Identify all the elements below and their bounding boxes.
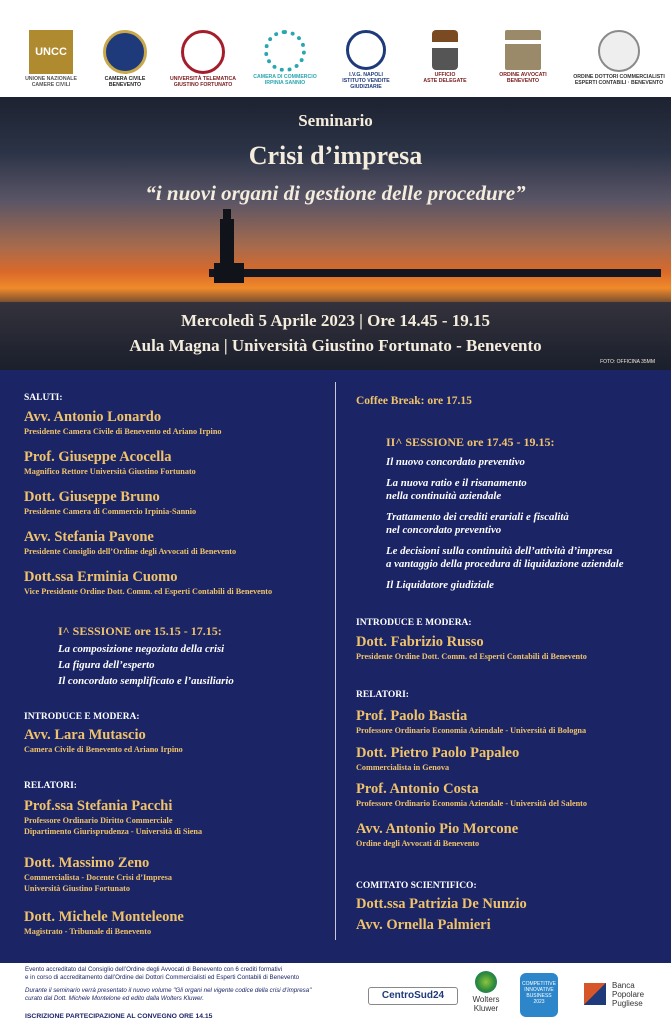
speaker-role: Presidente Camera di Commercio Irpinia-Sannio (24, 507, 197, 516)
session2-title: II^ SESSIONE ore 17.45 - 19.15: (386, 435, 555, 449)
speaker-role: Professore Ordinario Diritto Commerciale (24, 816, 173, 825)
speaker-role: Presidente Camera Civile di Benevento ed Ariano Irpino (24, 427, 222, 436)
speaker-name: Avv. Lara Mutascio (24, 727, 146, 743)
accreditation-note (25, 966, 299, 982)
speaker-name: Prof.ssa Stefania Pacchi (24, 798, 173, 814)
session1-topics (58, 643, 234, 688)
uncc-logo-caption: UNIONE NAZIONALE CAMERE CIVILI (25, 76, 77, 88)
session-topic: nella continuità aziendale (386, 490, 502, 502)
session-topic: Le decisioni sulla continuità dell’attività d’impresa (386, 545, 613, 557)
relatori-heading: RELATORI: (24, 781, 77, 791)
comitato-member: Dott.ssa Patrizia De Nunzio (356, 896, 527, 912)
unifortunato-logo-caption: UNIVERSITÀ TELEMATICA GIUSTINO FORTUNATO (170, 76, 236, 88)
uncc-logo-mark: UNCC (29, 30, 73, 74)
speaker-role: Magnifico Rettore Università Giustino Fortunato (24, 467, 196, 476)
saluti-item (24, 528, 236, 557)
award-badge (520, 973, 558, 1017)
comitato-heading: COMITATO SCIENTIFICO: (356, 881, 477, 891)
speaker-role: Commercialista - Docente Crisi d’Impresa (24, 873, 172, 882)
photo-credit: FOTO: OFFICINA 35MM (600, 359, 655, 365)
bpp-icon (584, 983, 606, 1005)
wolters-kluwer-icon (475, 971, 497, 993)
gavel-icon (432, 30, 458, 70)
relatore-item (356, 707, 586, 736)
session-topic: La composizione negoziata della crisi (58, 643, 225, 655)
speaker-role: Università Giustino Fortunato (24, 884, 130, 893)
ivg-napoli-logo-mark (346, 30, 386, 70)
session1-title: I^ SESSIONE ore 15.15 - 17.15: (58, 624, 222, 638)
accreditation-line: Evento accreditato dal Consiglio dell’Ordine degli Avvocati di Benevento con 6 crediti formativi (25, 966, 283, 973)
camera-commercio-logo (246, 30, 324, 86)
book-note (25, 987, 311, 1003)
speaker-name: Avv. Antonio Pio Morcone (356, 821, 519, 837)
moderator (24, 726, 183, 755)
column-divider (335, 382, 336, 940)
relatore-item (356, 820, 518, 849)
relatore-item (24, 908, 184, 937)
camera-civile-logo (86, 30, 164, 88)
camera-commercio-logo-caption: CAMERA DI COMMERCIO IRPINIA SANNIO (253, 74, 317, 86)
saluti-item (24, 568, 272, 597)
ordine-avvocati-logo-caption: ORDINE AVVOCATI BENEVENTO (499, 72, 547, 84)
book-line: Durante il seminario verrà presentato il nuovo volume "Gli organi nel vigente codice della crisi d’impresa" (25, 987, 312, 994)
speaker-name: Dott. Massimo Zeno (24, 855, 150, 871)
speaker-name: Prof. Antonio Costa (356, 781, 479, 797)
session-topic: Trattamento dei crediti erariali e fiscalità (386, 511, 569, 523)
registration-note: ISCRIZIONE PARTECIPAZIONE AL CONVEGNO ORE 14.15 (25, 1013, 213, 1020)
speaker-role: Magistrato - Tribunale di Benevento (24, 927, 152, 936)
saluti-heading: SALUTI: (24, 393, 63, 403)
footer (0, 963, 671, 1024)
camera-commercio-logo-mark (264, 30, 306, 72)
session-topic: nel concordato preventivo (386, 524, 502, 536)
event-venue: Aula Magna | Università Giustino Fortunato - Benevento (129, 336, 542, 355)
moderator (356, 633, 587, 662)
saluti-item (24, 448, 196, 477)
speaker-name: Dott. Michele Monteleone (24, 909, 184, 925)
introduce-heading: INTRODUCE E MODERA: (24, 712, 140, 722)
uncc-logo (12, 30, 90, 88)
session-topic: La nuova ratio e il risanamento (386, 477, 527, 489)
speaker-name: Dott. Fabrizio Russo (356, 634, 484, 650)
speaker-role: Professore Ordinario Economia Aziendale - Università di Bologna (356, 726, 587, 735)
page-subtitle: “i nuovi organi di gestione delle procedure” (145, 181, 526, 205)
comitato-member: Avv. Ornella Palmieri (356, 917, 491, 933)
speaker-name: Avv. Antonio Lonardo (24, 409, 162, 425)
wolters-kluwer-label: Wolters Kluwer (472, 995, 500, 1013)
camera-civile-logo-mark (103, 30, 147, 74)
award-badge-label: COMPETITIVE INNOVATIVE BUSINESS 2023 (522, 981, 556, 1005)
speaker-name: Dott. Pietro Paolo Papaleo (356, 745, 520, 761)
session-topic: a vantaggio della procedura di liquidazione aziendale (386, 558, 624, 570)
relatore-item (24, 797, 202, 837)
aste-delegate-logo-caption: UFFICIO ASTE DELEGATE (423, 72, 467, 84)
wolters-kluwer-logo (466, 971, 506, 1013)
camera-civile-logo-caption: CAMERA CIVILE BENEVENTO (104, 76, 146, 88)
speaker-role: Professore Ordinario Economia Aziendale - Università del Salento (356, 799, 587, 808)
saluti-item (24, 408, 221, 437)
relatore-item (356, 780, 587, 809)
speaker-role: Presidente Ordine Dott. Comm. ed Esperti Contabili di Benevento (356, 652, 587, 661)
centrosud-logo: CentroSud24 (368, 987, 458, 1005)
hero-banner (0, 97, 671, 370)
speaker-name: Prof. Paolo Bastia (356, 708, 468, 724)
relatori-heading: RELATORI: (356, 690, 409, 700)
seminar-label: Seminario (298, 111, 373, 130)
speaker-name: Dott. Giuseppe Bruno (24, 489, 160, 505)
speaker-role: Ordine degli Avvocati di Benevento (356, 839, 480, 848)
speaker-name: Prof. Giuseppe Acocella (24, 449, 172, 465)
relatore-item (24, 854, 172, 894)
lighthouse-icon (220, 219, 234, 277)
session-topic: Il nuovo concordato preventivo (386, 456, 525, 468)
ivg-napoli-logo-caption: I.V.G. NAPOLI ISTITUTO VENDITE GIUDIZIARIE (342, 72, 390, 90)
session2-topics (386, 456, 624, 592)
speaker-name: Avv. Stefania Pavone (24, 529, 154, 545)
introduce-heading: INTRODUCE E MODERA: (356, 618, 472, 628)
pier-silhouette (209, 269, 661, 277)
speaker-role: Commercialista in Genova (356, 763, 450, 772)
relatore-item (356, 744, 519, 773)
saluti-item (24, 488, 196, 517)
speaker-role: Camera Civile di Benevento ed Ariano Irpino (24, 745, 183, 754)
event-date: Mercoledì 5 Aprile 2023 | Ore 14.45 - 19.15 (180, 311, 491, 330)
logo-strip (0, 0, 671, 97)
session-topic: Il Liquidatore giudiziale (386, 579, 494, 591)
arch-icon (505, 30, 541, 70)
aste-delegate-logo (406, 30, 484, 84)
speaker-role: Dipartimento Giurisprudenza - Università di Siena (24, 827, 203, 836)
book-line: curato dal Dott. Michele Montelone ed edito dalla Wolters Kluwer. (25, 995, 204, 1002)
speaker-name: Dott.ssa Erminia Cuomo (24, 569, 178, 585)
ordine-avvocati-logo (484, 30, 562, 84)
ordine-commercialisti-logo-mark (598, 30, 640, 72)
coffee-break: Coffee Break: ore 17.15 (356, 395, 472, 407)
session-topic: Il concordato semplificato e l’ausiliario (58, 675, 234, 687)
ivg-napoli-logo (327, 30, 405, 90)
accreditation-line: e in corso di accreditamento dall’Ordine dei Dottori Commercialisti ed Esperti Contabili di Benevento (25, 974, 300, 981)
speaker-role: Vice Presidente Ordine Dott. Comm. ed Esperti Contabili di Benevento (24, 587, 273, 596)
page-title: Crisi d’impresa (248, 141, 423, 170)
ordine-commercialisti-logo-caption: ORDINE DOTTORI COMMERCIALISTI ESPERTI CONTABILI · BENEVENTO (573, 74, 665, 86)
ordine-commercialisti-logo (572, 30, 666, 86)
unifortunato-logo (164, 30, 242, 88)
unifortunato-logo-mark (181, 30, 225, 74)
session-topic: La figura dell’esperto (58, 659, 155, 671)
comitato-list (356, 895, 527, 934)
speaker-role: Presidente Consiglio dell’Ordine degli Avvocati di Benevento (24, 547, 237, 556)
bpp-label: Banca Popolare Pugliese (612, 981, 645, 1008)
